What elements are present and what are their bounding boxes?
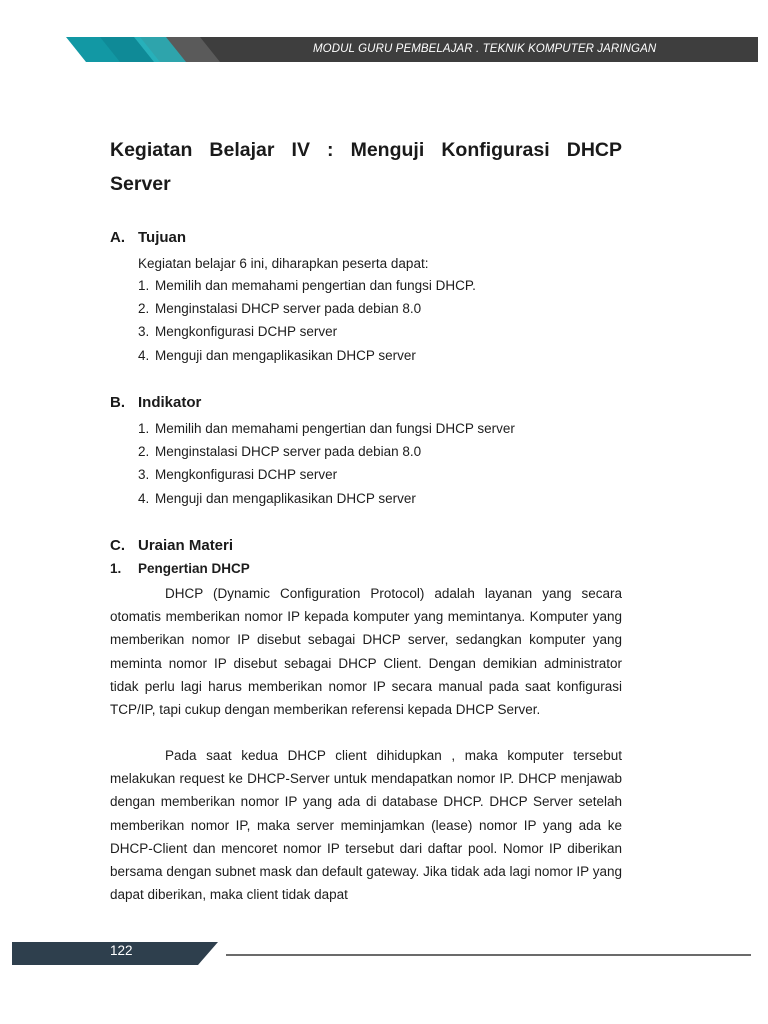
page-header	[0, 0, 768, 70]
module-header-text: MODUL GURU PEMBELAJAR . TEKNIK KOMPUTER JARINGAN	[313, 43, 657, 55]
title-block	[110, 133, 622, 201]
section-title: Tujuan	[138, 229, 187, 246]
list-item: 3. Mengkonfigurasi DCHP server	[138, 324, 338, 340]
list-item: 3. Mengkonfigurasi DCHP server	[138, 467, 338, 483]
section-letter: B.	[110, 394, 125, 411]
section-title: Indikator	[138, 394, 202, 411]
subsection-heading-pengertian: 1. Pengertian DHCP	[110, 561, 250, 576]
list-item: 4. Menguji dan mengaplikasikan DHCP server	[138, 490, 416, 506]
section-letter: C.	[110, 537, 125, 554]
section-heading-tujuan	[110, 229, 186, 246]
indikator-list	[138, 417, 515, 510]
list-item: 1. Memilih dan memahami pengertian dan fungsi DHCP server	[138, 421, 515, 436]
list-item: 4. Menguji dan mengaplikasikan DHCP server	[138, 347, 416, 363]
paragraph-2: Pada saat kedua DHCP client dihidupkan , maka komputer tersebut melakukan request ke DHCP-Server untuk mendapatkan nomor IP. DHCP menjawab dengan memberikan nomor IP yang ada di database DHCP. DHCP Server setelah memberikan nomor IP, maka server meminjamkan (lease) nomor IP yang ada ke DHCP-Client dan mencoret nomor IP tersebut dari daftar pool. Nomor IP diberikan bersama dengan subnet mask dan default gateway. Jika tidak ada lagi nomor IP yang dapat diberikan, maka client tidak dapat	[110, 748, 622, 903]
tujuan-list	[138, 274, 476, 367]
list-item: 2. Menginstalasi DHCP server pada debian 8.0	[138, 444, 422, 460]
header-band-graphic	[0, 0, 768, 70]
page-title: Kegiatan Belajar IV : Menguji Konfigurasi DHCP Server	[110, 139, 622, 195]
section-heading-uraian	[110, 537, 233, 554]
paragraph-1: DHCP (Dynamic Configuration Protocol) adalah layanan yang secara otomatis memberikan nomor IP kepada komputer yang memintanya. Komputer yang memberikan nomor IP disebut sebagai DHCP server, sedangkan komputer yang meminta nomor IP disebut sebagai DHCP Client. Dengan demikian administrator tidak perlu lagi harus memberikan nomor IP secara manual pada saat konfigurasi TCP/IP, tapi cukup dengan memberikan referensi kepada DHCP Server.	[110, 586, 622, 718]
page-number: 122	[110, 943, 133, 958]
list-item: 1. Memilih dan memahami pengertian dan fungsi DHCP.	[138, 278, 476, 293]
section-letter: A.	[110, 229, 125, 246]
section-heading-indikator	[110, 394, 201, 411]
section-title: Uraian Materi	[138, 537, 234, 554]
list-item: 2. Menginstalasi DHCP server pada debian 8.0	[138, 301, 422, 317]
tujuan-intro: Kegiatan belajar 6 ini, diharapkan peserta dapat:	[138, 256, 429, 271]
